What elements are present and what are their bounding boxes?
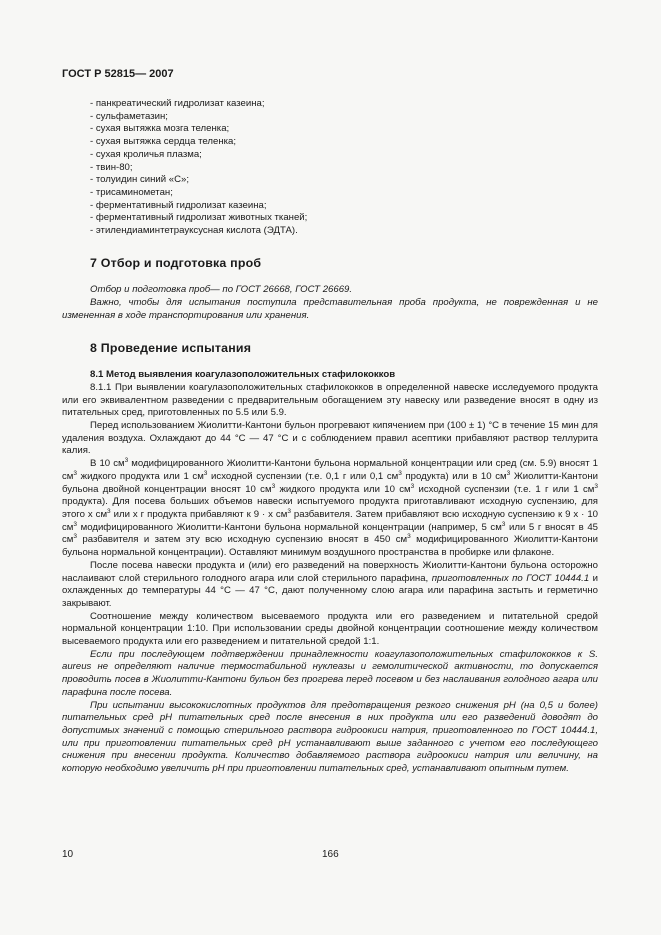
text-run: разбавителя и затем эту всю исходную суспензию вносят в 450 см: [77, 534, 408, 546]
list-item: - сухая вытяжка сердца теленка;: [90, 136, 237, 148]
section-8-paragraph-5: Соотношение между количеством высеваемого продукта или его разведением и питательной средой нормальной концентрации 1:10. При использовании среды двойной концентрации соотношение между количеством высеваемого продукта или его разведением и питательной средой 1:1.: [62, 610, 598, 648]
superscript: 3: [73, 469, 78, 477]
superscript: 3: [73, 520, 78, 528]
text-run: жидкого продукта или 1 см: [77, 470, 204, 482]
page-content: [62, 98, 598, 776]
superscript: 3: [501, 520, 506, 528]
list-item: - этилендиаминтетрауксусная кислота (ЭДТА).: [90, 225, 298, 237]
list-item: - сухая кроличья плазма;: [90, 148, 202, 160]
section-8-paragraph-3: [62, 458, 598, 560]
text-run: продукта) или в 10 см: [401, 470, 507, 482]
superscript: 3: [410, 482, 415, 490]
list-item: - трисаминометан;: [90, 186, 173, 198]
text-run: и охлажденных до температуры 44 °С — 47 °С, дают полученному слою агара или парафина застыть и герметично закрывают.: [62, 572, 598, 609]
section-8-1-heading: 8.1 Метод выявления коагулазоположительных стафилококков: [90, 369, 396, 381]
sheet-number: 166: [322, 849, 339, 860]
text-run: После посева навески продукта и (или) его разведений на поверхность Жиолитти-Кантони бульона осторожно наслаивают слой стерильного голодного агара или слой стерильного парафина,: [62, 559, 598, 584]
text-run: исходной суспензии (т.е. 0,1 г или 0,1 см: [207, 470, 399, 482]
superscript: 3: [271, 482, 276, 490]
superscript: 3: [107, 507, 111, 515]
list-item: - толуидин синий «С»;: [90, 174, 190, 186]
section-8-paragraph-1: 8.1.1 При выявлении коагулазоположительных стафилококков в определенной навеске исследуемого продукта или его эквивалентном разведении с предварительным обогащением эту навеску или разведение вносят в одну из питательных сред, приготовленных по 5.5 или 5.9.: [62, 381, 598, 419]
text-run: жидкого продукта или 10 см: [275, 483, 411, 495]
page-header-standard: ГОСТ Р 52815— 2007: [62, 68, 174, 80]
section-7-heading: 7 Отбор и подготовка проб: [90, 255, 262, 270]
list-item: - ферментативный гидролизат казеина;: [90, 199, 267, 211]
text-run-italic: приготовленных по ГОСТ 10444.1: [431, 572, 590, 584]
superscript: 3: [203, 469, 208, 477]
list-item: - сульфаметазин;: [90, 110, 168, 122]
section-8-paragraph-6: Если при последующем подтверждении принадлежности коагулазоположительных стафилококков к S. aureus не определяют наличие термостабильной нуклеазы и гемолитической активности, то допускается проводить посев в Жиолитти-Кантони бульон без прогрева перед посевом и без наслаивания голодного агара или парафина после посева.: [62, 648, 598, 698]
section-8-paragraph-2: Перед использованием Жиолитти-Кантони бульон прогревают кипячением при (100 ± 1) °С в течение 15 мин для удаления воздуха. Охлаждают до 44 °С — 47 °С и с соблюдением правил асептики прибавляют раствор теллурита калия.: [62, 420, 598, 457]
text-run: исходной суспензии (т.е. 1 г или 1 см: [414, 483, 595, 495]
text-run: модифицированного Жиолитти-Кантони бульона нормальной концентрации (например, 5 см: [77, 521, 502, 533]
superscript: 3: [73, 533, 78, 541]
superscript: 3: [407, 533, 411, 541]
section-8-heading: 8 Проведение испытания: [90, 340, 252, 355]
text-run: Жиолитти-Кантони бульона двойной концентрации вносят 10 см: [62, 470, 598, 495]
text-run: В 10 см: [90, 458, 125, 470]
section-8-paragraph-7: При испытании высококислотных продуктов для предотвращения резкого снижения рН (на 0,5 и более) питательных сред рН питательных сред после внесения в них продукта или его разведений доводят до допустимых значений с помощью стерильного раствора гидроокиси натрия, приготовленного по ГОСТ 10444.1, или при приготовлении питательных сред рН устанавливают выше заданного с учетом его последующего снижения при внесении продукта. Количество добавляемого раствора гидроокиси натрия или величину, на которую необходимо увеличить рН при приготовлении питательных сред, устанавливают опытным путем.: [62, 699, 598, 775]
page-number: 10: [62, 849, 74, 860]
text-run: или x г продукта прибавляют к 9 · x см: [110, 508, 288, 520]
superscript: 3: [287, 507, 291, 515]
list-item: - твин-80;: [90, 161, 133, 173]
section-7-paragraph-1: Отбор и подготовка проб— по ГОСТ 26668, ГОСТ 26669.: [90, 284, 353, 296]
text-run: разбавителя. Затем прибавляют всю исходную суспензию к 9 x · 10 см: [62, 508, 598, 533]
list-item: - панкреатический гидролизат казеина;: [90, 98, 265, 109]
text-run: модифицированного Жиолитти-Кантони бульона нормальной концентрации). Оставляют минимум воздушного пространства в пробирке или флаконе.: [62, 534, 599, 559]
list-item: - ферментативный гидролизат животных тканей;: [90, 212, 308, 224]
text-run: продукта). Для посева больших объемов навески испытуемого продукта приготавливают исходную суспензию, для этого x см: [62, 496, 598, 520]
superscript: 3: [398, 469, 402, 477]
superscript: 3: [124, 457, 129, 465]
list-item: - сухая вытяжка мозга теленка;: [90, 123, 230, 135]
reagent-list: [62, 98, 598, 238]
superscript: 3: [594, 482, 598, 490]
section-7-paragraph-2: Важно, чтобы для испытания поступила представительная проба продукта, не поврежденная и не измененная в ходе транспортирования или хранения.: [62, 297, 598, 321]
section-8-paragraph-4: [62, 560, 598, 611]
text-run: модифицированного Жиолитти-Кантони бульона нормальной концентрации или сред (см. 5.9) вносят 1 см: [62, 458, 599, 482]
superscript: 3: [506, 469, 511, 477]
text-run: или 5 г вносят в 45 см: [62, 521, 599, 546]
